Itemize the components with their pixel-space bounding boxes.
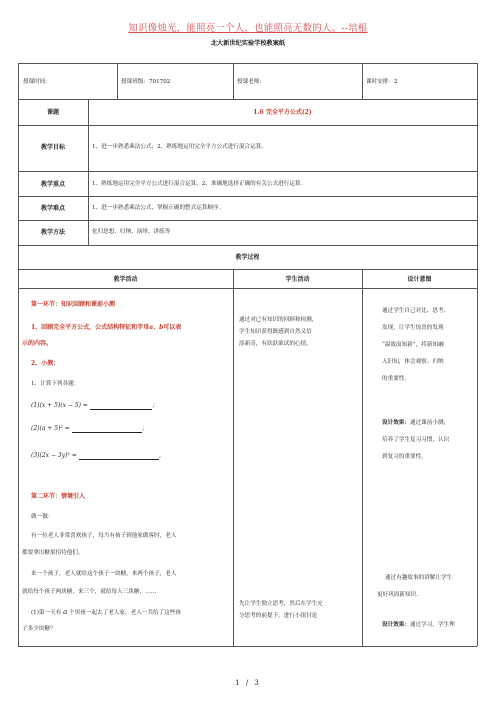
item1-line2: 示的内容。 (22, 340, 53, 347)
student-text-2: 先让学生独立思考，然后在学生充 分思考的前提下，进行小组讨论 (239, 601, 323, 619)
item1-vars: a、b (149, 324, 164, 331)
schedule-label: 课时安排：2 (366, 79, 398, 85)
process-title: 教学过程 (235, 254, 260, 261)
topic-label: 课题 (46, 109, 59, 116)
goal-value: 1、进一步熟悉乘法公式；2、熟练地运用完全平方公式进行混合运算。 (92, 144, 267, 150)
col-activity-header: 教学活动 (113, 276, 138, 283)
equation-1: (1)(x + 5)(x − 5) = ； (31, 402, 158, 409)
activity-p4c: 子多少块糖？ (22, 626, 56, 632)
difficulty-value: 1、进一步熟悉乘法公式，掌握正确的整式运算顺序。 (92, 205, 225, 211)
design-text-1: 通过学生自己对比、思考、 发现，让学生惊喜的发现 “温故而知新”，将新知融 入旧知，体会观察、归纳 的重要性。 (382, 308, 450, 382)
page-number: 1 / 3 (235, 679, 261, 687)
student-text-1: 通过对已有知识的回顾和检测， 学生知识获得既感到自然又信 添新奇，有跃跃欲试的心情。 (239, 317, 318, 347)
equation-2: (2)(a + 5)² = ； (31, 425, 148, 432)
time-label: 授课时间： (23, 79, 51, 85)
school-title: 北大新世纪实验学校教案纸 (210, 40, 286, 47)
class-label: 授课班级：701702 (121, 79, 171, 85)
key-value: 1、熟练地运用完全平方公式进行混合运算。2、准确地选择正确的有关公式进行运算。 (92, 181, 307, 187)
col-design-header: 设计意图 (407, 276, 432, 283)
activity-p2a: 有一位老人非常喜欢孩子，每当有孩子到他家做客时，老人 (31, 533, 177, 539)
key-label: 教学重点 (40, 181, 65, 188)
activity-p3a: 来一个孩子，老人就给这个孩子一块糖，来两个孩子，老人 (31, 571, 177, 577)
equation-3: (3)(2x − 3y)² = 。 (31, 452, 165, 459)
step1-title: 第一环节：知识回顾和课前小测 (31, 301, 116, 308)
topic-value: 1.6 完全平方公式(2) (253, 109, 312, 116)
col-student-header: 学生活动 (285, 276, 310, 283)
goal-label: 教学目标 (40, 144, 65, 151)
item2-text: 2、小测： (31, 360, 60, 367)
design-text-4: 设计效果：通过学习，学生理 (382, 622, 455, 628)
activity-p4a: (1)第一天有 a 个男孩一起去了老人家，老人一共给了这些孩 (31, 608, 181, 616)
activity-p2b: 都要拿出糖果招待他们。 (22, 550, 84, 556)
teacher-label: 授课老师： (237, 79, 265, 85)
step2-title: 第二环节：情境引入 (31, 493, 86, 500)
p4-var: a (63, 608, 68, 616)
activity-p3b: 就给每个孩子两块糖，来三个，就给每人三块糖，…… (22, 589, 157, 595)
calc-intro: 1、计算下列各题： (31, 381, 80, 387)
method-label: 教学方法 (40, 229, 65, 236)
design-text-2: 设计效果：通过课前小测， 培养了学生复习习惯，认识 到复习的重要性。 (382, 420, 450, 460)
method-value: 化归思想、归纳、演绎、讲练等 (92, 229, 171, 235)
design-text-3: 通过有趣故事的讲解让学生 更好巩固新知识. (377, 575, 453, 598)
difficulty-label: 教学难点 (40, 205, 65, 212)
motto-header: 知识像烛光，能照亮一个人，也能照亮无数的人。--培根 (128, 23, 368, 34)
activity-p1: 做一做： (31, 514, 54, 520)
item1-text: 1、回顾完全平方公式，公式结构特征和字母a、b可以表 (31, 324, 182, 331)
